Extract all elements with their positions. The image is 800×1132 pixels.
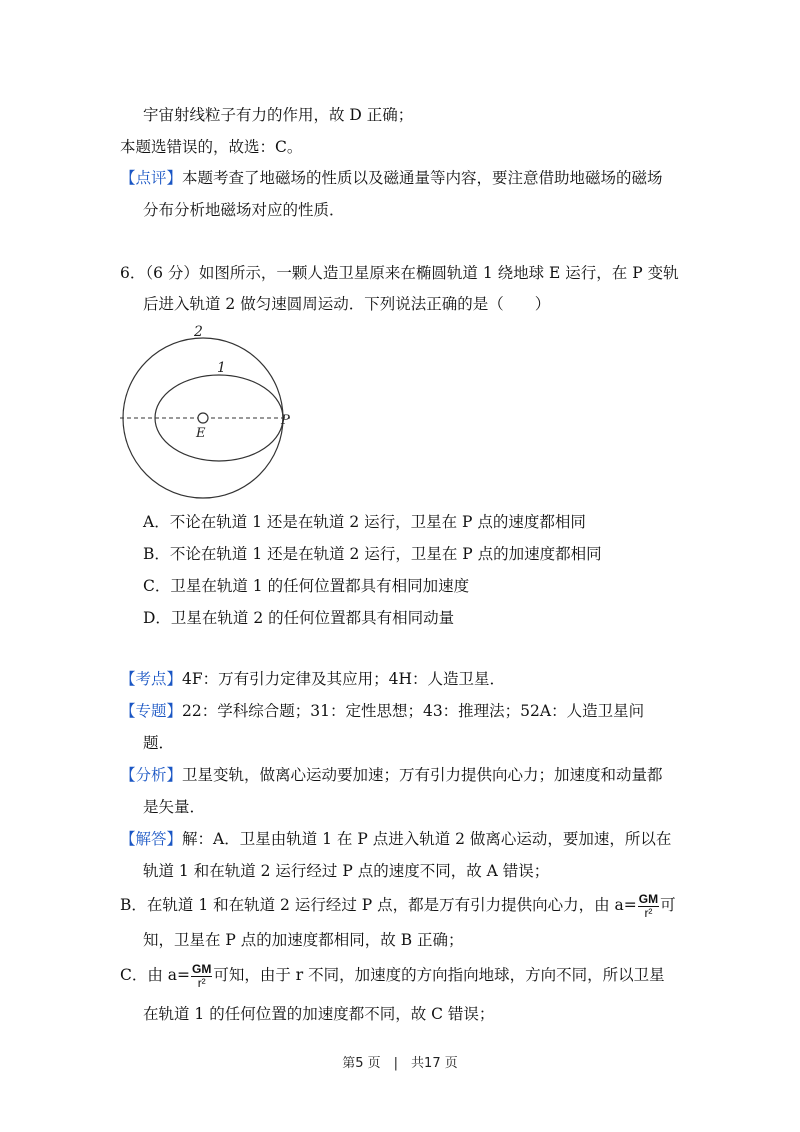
orbit-figure <box>110 320 310 505</box>
orbit-1-label: 1 <box>217 360 226 376</box>
earth-label: E <box>196 426 206 441</box>
zhuanti-tag: 【专题】 <box>120 702 183 720</box>
jieda-text-cont: 轨道 1 和在轨道 2 运行经过 P 点的速度不同，故 A 错误； <box>143 862 550 880</box>
earth-marker <box>198 413 208 423</box>
fenxi-text: 卫星变轨，做离心运动要加速；万有引力提供向心力；加速度和动量都 <box>182 766 663 784</box>
solution-b-line <box>120 888 676 922</box>
option-a: A．不论在轨道 1 还是在轨道 2 运行，卫星在 P 点的速度都相同 <box>143 513 586 531</box>
solution-b-cont: 知，卫星在 P 点的加速度都相同，故 B 正确； <box>143 931 464 949</box>
zhuanti-text: 22：学科综合题；31：定性思想；43：推理法；52A：人造卫星问 <box>182 702 645 720</box>
solution-c-tail: 可知，由于 r 不同，加速度的方向指向地球，方向不同，所以卫星 <box>213 966 665 984</box>
review-tag: 【点评】 <box>120 169 183 187</box>
fenxi-text-cont: 是矢量． <box>143 798 206 816</box>
solution-b-text: B．在轨道 1 和在轨道 2 运行经过 P 点，都是万有引力提供向心力，由 a= <box>120 896 637 914</box>
zhuanti-block <box>120 700 644 722</box>
kaodian-tag: 【考点】 <box>120 670 183 688</box>
kaodian-block <box>120 668 505 690</box>
solution-c-line <box>120 958 665 992</box>
option-c: C．卫星在轨道 1 的任何位置都具有相同加速度 <box>143 577 470 595</box>
kaodian-text: 4F：万有引力定律及其应用；4H：人造卫星． <box>182 670 506 688</box>
review-text: 本题考查了地磁场的性质以及磁通量等内容，要注意借助地磁场的磁场 <box>182 169 663 187</box>
fenxi-tag: 【分析】 <box>120 766 183 784</box>
prev-text-line: 宇宙射线粒子有力的作用，故 D 正确； <box>143 106 414 124</box>
prev-answer-line: 本题选错误的，故选：C。 <box>120 138 303 156</box>
solution-b-tail: 可 <box>660 896 676 914</box>
review-text-cont: 分布分析地磁场对应的性质． <box>143 201 345 219</box>
fenxi-block <box>120 764 663 786</box>
jieda-tag: 【解答】 <box>120 830 183 848</box>
formula-numerator: GM <box>192 961 212 976</box>
formula-numerator: GM <box>638 891 659 906</box>
solution-c-text: C．由 a= <box>120 966 191 984</box>
question-stem-cont: 后进入轨道 2 做匀速圆周运动．下列说法正确的是（ ） <box>143 295 551 313</box>
formula-denominator: r² <box>644 905 653 920</box>
option-b: B．不论在轨道 1 还是在轨道 2 运行，卫星在 P 点的加速度都相同 <box>143 545 602 563</box>
point-p-label: P <box>281 413 290 428</box>
solution-c-cont: 在轨道 1 的任何位置的加速度都不同，故 C 错误； <box>143 1005 495 1023</box>
formula-fraction <box>191 963 212 990</box>
page-footer: 第5 页 | 共17 页 <box>342 1056 458 1071</box>
formula-fraction <box>638 893 659 920</box>
review-block <box>120 167 663 189</box>
jieda-text: 解：A．卫星由轨道 1 在 P 点进入轨道 2 做离心运动，要加速，所以在 <box>182 830 672 848</box>
option-d: D．卫星在轨道 2 的任何位置都具有相同动量 <box>143 609 455 627</box>
orbit-2-label: 2 <box>194 324 203 340</box>
jieda-block <box>120 828 671 850</box>
formula-denominator: r² <box>197 975 206 990</box>
question-stem: 6．（6 分）如图所示，一颗人造卫星原来在椭圆轨道 1 绕地球 E 运行，在 P 变轨 <box>120 264 679 282</box>
zhuanti-text-cont: 题． <box>143 734 175 752</box>
